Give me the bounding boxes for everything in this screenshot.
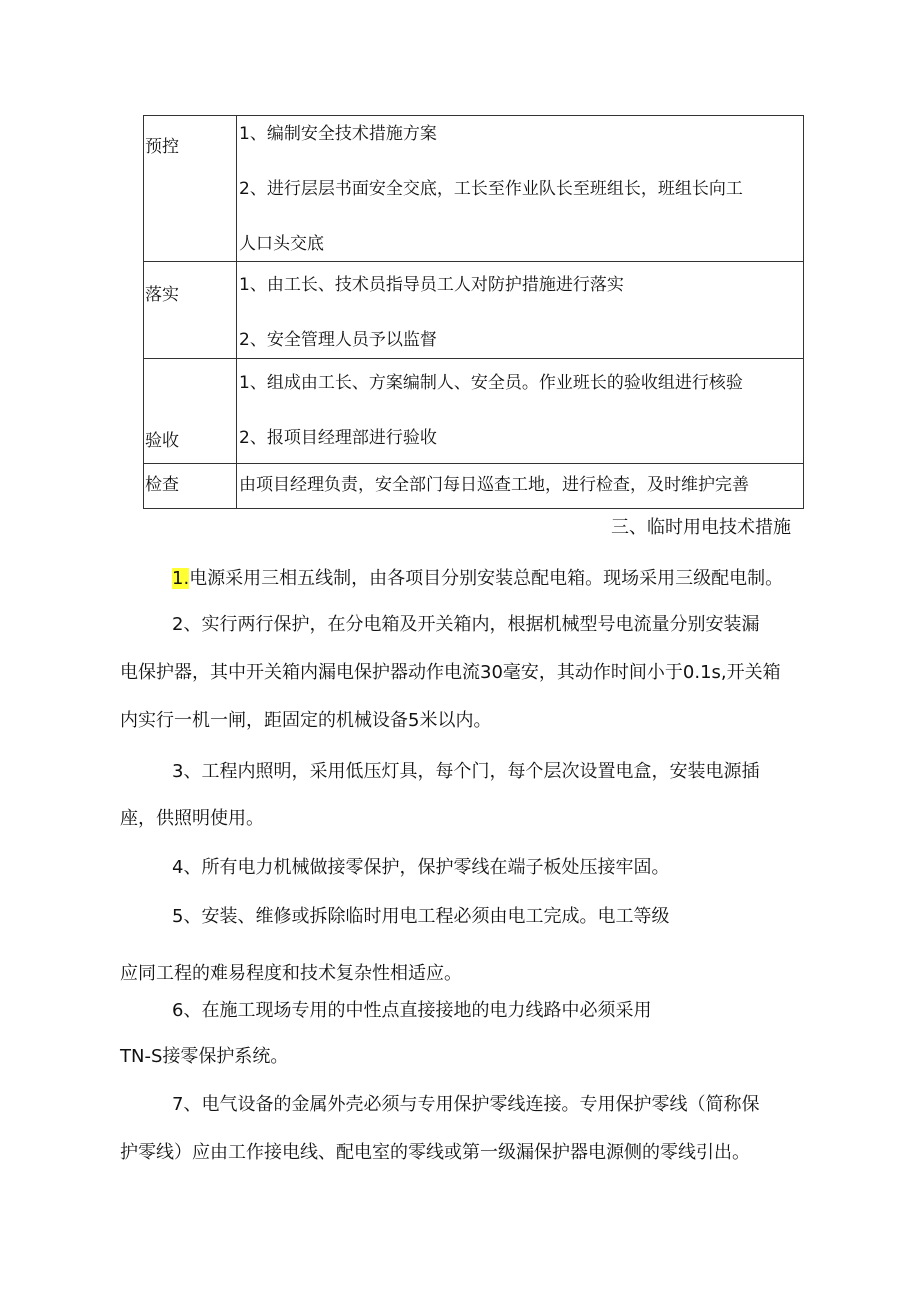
row-label: 预控 [145,137,179,157]
safety-measures-table [143,115,804,509]
paragraph-2-line-2: 电保护器，其中开关箱内漏电保护器动作电流30毫安，其动作时间小于0.1s,开关箱 [120,662,781,683]
section-title: 三、临时用电技术措施 [611,517,791,538]
row-content-cell [237,464,804,509]
paragraph-1 [172,564,783,590]
paragraph-7-line-2: 护零线）应由工作接电线、配电室的零线或第一级漏保护器电源侧的零线引出。 [120,1142,750,1163]
row-item: 2、报项目经理部进行验收 [239,428,437,448]
paragraph-6-line-2: TN-S接零保护系统。 [120,1046,289,1067]
row-label-cell [144,116,237,262]
table-row [144,262,804,359]
row-content-cell [237,116,804,262]
paragraph-2-line-3: 内实行一机一闸，距固定的机械设备5米以内。 [120,710,492,731]
row-item: 由项目经理负责，安全部门每日巡查工地，进行检查，及时维护完善 [239,475,749,495]
paragraph-7-line-1: 7、电气设备的金属外壳必须与专用保护零线连接。专用保护零线（简称保 [172,1094,760,1115]
paragraph-3-line-1: 3、工程内照明，采用低压灯具，每个门，每个层次设置电盒，安装电源插 [172,761,760,782]
table-row [144,116,804,262]
row-label: 验收 [145,431,179,451]
row-item: 2、进行层层书面安全交底，工长至作业队长至班组长，班组长向工 [239,179,743,199]
row-content-cell [237,262,804,359]
row-content-cell [237,359,804,464]
row-label: 落实 [145,285,179,305]
paragraph-5-line-1: 5、安装、维修或拆除临时用电工程必须由电工完成。电工等级 [172,906,670,927]
row-item: 1、由工长、技术员指导员工人对防护措施进行落实 [239,275,624,295]
paragraph-number-highlight: 1. [172,568,190,589]
row-item: 人口头交底 [239,234,324,254]
paragraph-5-line-2: 应同工程的难易程度和技术复杂性相适应。 [120,963,462,984]
paragraph-3-line-2: 座，供照明使用。 [120,808,264,829]
row-label: 检查 [145,475,179,495]
row-label-cell [144,262,237,359]
table-row [144,464,804,509]
paragraph-6-line-1: 6、在施工现场专用的中性点直接接地的电力线路中必须采用 [172,1000,652,1021]
row-label-cell [144,464,237,509]
paragraph-4: 4、所有电力机械做接零保护，保护零线在端子板处压接牢固。 [172,857,670,878]
row-item: 1、组成由工长、方案编制人、安全员。作业班长的验收组进行核验 [239,373,743,393]
table-row [144,359,804,464]
paragraph-2-line-1: 2、实行两行保护，在分电箱及开关箱内，根据机械型号电流量分别安装漏 [172,614,760,635]
row-item: 2、安全管理人员予以监督 [239,330,437,350]
row-item: 1、编制安全技术措施方案 [239,124,437,144]
row-label-cell [144,359,237,464]
paragraph-text: 电源采用三相五线制，由各项目分别安装总配电箱。现场采用三级配电制。 [189,568,784,589]
